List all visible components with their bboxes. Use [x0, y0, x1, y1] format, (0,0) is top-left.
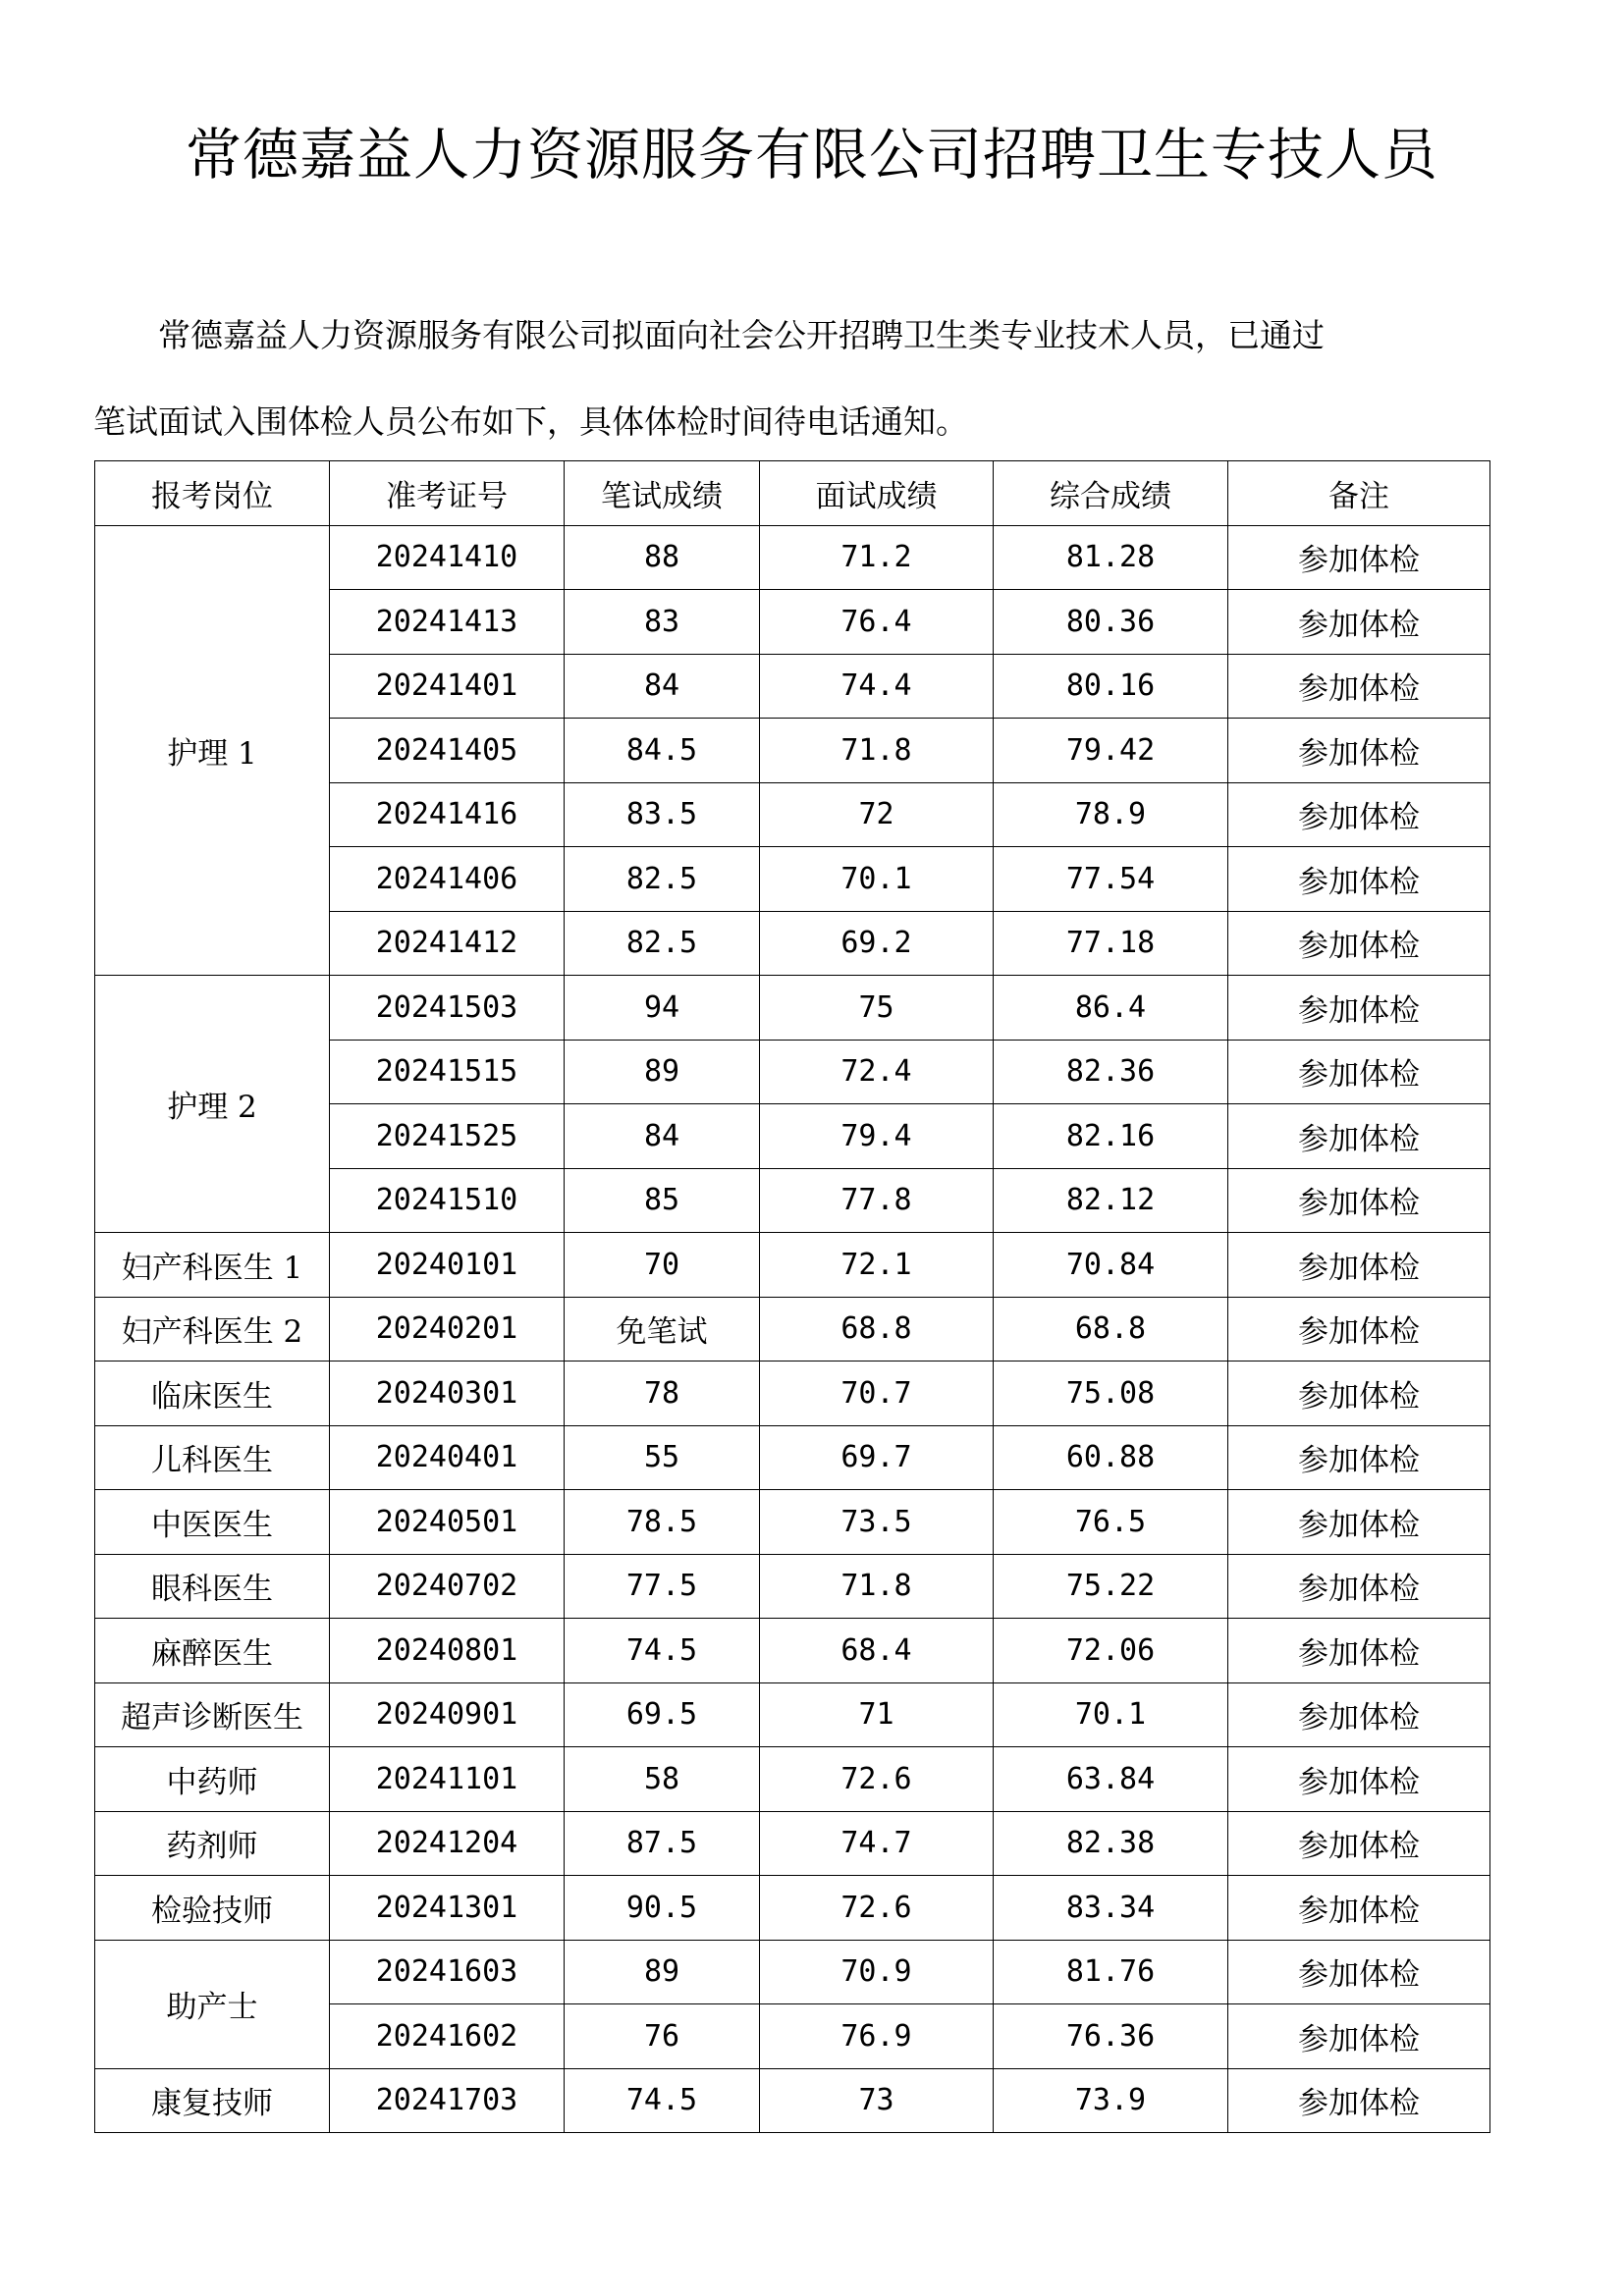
- interview-score-cell: 71.8: [760, 719, 994, 783]
- total-score-cell: 70.84: [994, 1233, 1228, 1298]
- position-cell: 妇产科医生 1: [95, 1233, 330, 1298]
- note-cell: 参加体检: [1228, 1233, 1490, 1298]
- interview-score-cell: 71.2: [760, 525, 994, 590]
- total-score-cell: 82.16: [994, 1104, 1228, 1169]
- written-score-cell: 免笔试: [565, 1297, 760, 1362]
- interview-score-cell: 72.4: [760, 1040, 994, 1104]
- note-cell: 参加体检: [1228, 911, 1490, 976]
- note-cell: 参加体检: [1228, 2004, 1490, 2069]
- written-score-cell: 78.5: [565, 1490, 760, 1555]
- exam-id-cell: 20241416: [330, 782, 565, 847]
- intro-paragraph: [93, 293, 1551, 465]
- written-score-cell: 78: [565, 1362, 760, 1426]
- header-written-score: 笔试成绩: [565, 461, 760, 526]
- total-score-cell: 81.76: [994, 1940, 1228, 2004]
- written-score-cell: 55: [565, 1425, 760, 1490]
- written-score-cell: 89: [565, 1040, 760, 1104]
- total-score-cell: 77.18: [994, 911, 1228, 976]
- total-score-cell: 73.9: [994, 2068, 1228, 2133]
- note-cell: 参加体检: [1228, 1168, 1490, 1233]
- exam-id-cell: 20241510: [330, 1168, 565, 1233]
- written-score-cell: 74.5: [565, 2068, 760, 2133]
- note-cell: 参加体检: [1228, 1490, 1490, 1555]
- position-cell: 麻醉医生: [95, 1619, 330, 1683]
- written-score-cell: 84: [565, 1104, 760, 1169]
- exam-id-cell: 20240702: [330, 1554, 565, 1619]
- interview-score-cell: 72.6: [760, 1876, 994, 1941]
- written-score-cell: 69.5: [565, 1682, 760, 1747]
- exam-id-cell: 20240101: [330, 1233, 565, 1298]
- table-row: [95, 1747, 1490, 1812]
- note-cell: 参加体检: [1228, 590, 1490, 655]
- results-table: [94, 460, 1490, 2133]
- note-cell: 参加体检: [1228, 1554, 1490, 1619]
- note-cell: 参加体检: [1228, 719, 1490, 783]
- exam-id-cell: 20241602: [330, 2004, 565, 2069]
- total-score-cell: 81.28: [994, 525, 1228, 590]
- interview-score-cell: 75: [760, 976, 994, 1041]
- note-cell: 参加体检: [1228, 2068, 1490, 2133]
- position-cell: 儿科医生: [95, 1425, 330, 1490]
- table-row: [95, 1619, 1490, 1683]
- exam-id-cell: 20240801: [330, 1619, 565, 1683]
- exam-id-cell: 20241401: [330, 654, 565, 719]
- table-row: [95, 1876, 1490, 1941]
- interview-score-cell: 72: [760, 782, 994, 847]
- written-score-cell: 76: [565, 2004, 760, 2069]
- exam-id-cell: 20241515: [330, 1040, 565, 1104]
- exam-id-cell: 20241410: [330, 525, 565, 590]
- exam-id-cell: 20240201: [330, 1297, 565, 1362]
- note-cell: 参加体检: [1228, 1811, 1490, 1876]
- written-score-cell: 90.5: [565, 1876, 760, 1941]
- position-cell: 康复技师: [95, 2068, 330, 2133]
- total-score-cell: 86.4: [994, 976, 1228, 1041]
- total-score-cell: 70.1: [994, 1682, 1228, 1747]
- exam-id-cell: 20241405: [330, 719, 565, 783]
- position-cell: 检验技师: [95, 1876, 330, 1941]
- note-cell: 参加体检: [1228, 1876, 1490, 1941]
- table-row: [95, 1940, 1490, 2004]
- note-cell: 参加体检: [1228, 1682, 1490, 1747]
- written-score-cell: 74.5: [565, 1619, 760, 1683]
- note-cell: 参加体检: [1228, 1104, 1490, 1169]
- note-cell: 参加体检: [1228, 976, 1490, 1041]
- table-row: [95, 1297, 1490, 1362]
- exam-id-cell: 20241413: [330, 590, 565, 655]
- position-cell: 眼科医生: [95, 1554, 330, 1619]
- total-score-cell: 77.54: [994, 847, 1228, 912]
- header-note: 备注: [1228, 461, 1490, 526]
- interview-score-cell: 72.1: [760, 1233, 994, 1298]
- interview-score-cell: 76.9: [760, 2004, 994, 2069]
- written-score-cell: 88: [565, 525, 760, 590]
- total-score-cell: 68.8: [994, 1297, 1228, 1362]
- written-score-cell: 77.5: [565, 1554, 760, 1619]
- exam-id-cell: 20241204: [330, 1811, 565, 1876]
- total-score-cell: 76.5: [994, 1490, 1228, 1555]
- table-row: [95, 1554, 1490, 1619]
- exam-id-cell: 20241412: [330, 911, 565, 976]
- interview-score-cell: 79.4: [760, 1104, 994, 1169]
- interview-score-cell: 71: [760, 1682, 994, 1747]
- position-cell: 护理 1: [95, 525, 330, 976]
- exam-id-cell: 20241301: [330, 1876, 565, 1941]
- interview-score-cell: 72.6: [760, 1747, 994, 1812]
- interview-score-cell: 76.4: [760, 590, 994, 655]
- note-cell: 参加体检: [1228, 847, 1490, 912]
- total-score-cell: 82.12: [994, 1168, 1228, 1233]
- document-title: 常德嘉益人力资源服务有限公司招聘卫生专技人员: [186, 123, 1438, 187]
- position-cell: 护理 2: [95, 976, 330, 1233]
- exam-id-cell: 20241503: [330, 976, 565, 1041]
- position-cell: 中医医生: [95, 1490, 330, 1555]
- written-score-cell: 83: [565, 590, 760, 655]
- note-cell: 参加体检: [1228, 654, 1490, 719]
- written-score-cell: 83.5: [565, 782, 760, 847]
- written-score-cell: 94: [565, 976, 760, 1041]
- position-cell: 助产士: [95, 1940, 330, 2068]
- written-score-cell: 84.5: [565, 719, 760, 783]
- intro-line-2: 笔试面试入围体检人员公布如下，具体体检时间待电话通知。: [93, 402, 968, 441]
- table-header-row: [95, 461, 1490, 526]
- note-cell: 参加体检: [1228, 1619, 1490, 1683]
- total-score-cell: 82.38: [994, 1811, 1228, 1876]
- total-score-cell: 78.9: [994, 782, 1228, 847]
- total-score-cell: 72.06: [994, 1619, 1228, 1683]
- position-cell: 妇产科医生 2: [95, 1297, 330, 1362]
- note-cell: 参加体检: [1228, 525, 1490, 590]
- note-cell: 参加体检: [1228, 782, 1490, 847]
- written-score-cell: 84: [565, 654, 760, 719]
- interview-score-cell: 68.4: [760, 1619, 994, 1683]
- interview-score-cell: 77.8: [760, 1168, 994, 1233]
- total-score-cell: 75.08: [994, 1362, 1228, 1426]
- position-cell: 临床医生: [95, 1362, 330, 1426]
- interview-score-cell: 73.5: [760, 1490, 994, 1555]
- interview-score-cell: 74.4: [760, 654, 994, 719]
- total-score-cell: 82.36: [994, 1040, 1228, 1104]
- total-score-cell: 83.34: [994, 1876, 1228, 1941]
- table-row: [95, 976, 1490, 1041]
- interview-score-cell: 69.2: [760, 911, 994, 976]
- table-row: [95, 525, 1490, 590]
- table-row: [95, 1233, 1490, 1298]
- table-row: [95, 1490, 1490, 1555]
- note-cell: 参加体检: [1228, 1940, 1490, 2004]
- position-cell: 中药师: [95, 1747, 330, 1812]
- exam-id-cell: 20240501: [330, 1490, 565, 1555]
- intro-line-1: 常德嘉益人力资源服务有限公司拟面向社会公开招聘卫生类专业技术人员，已通过: [158, 316, 1325, 354]
- exam-id-cell: 20240401: [330, 1425, 565, 1490]
- written-score-cell: 70: [565, 1233, 760, 1298]
- written-score-cell: 89: [565, 1940, 760, 2004]
- written-score-cell: 85: [565, 1168, 760, 1233]
- total-score-cell: 60.88: [994, 1425, 1228, 1490]
- exam-id-cell: 20241101: [330, 1747, 565, 1812]
- interview-score-cell: 68.8: [760, 1297, 994, 1362]
- interview-score-cell: 70.7: [760, 1362, 994, 1426]
- exam-id-cell: 20241603: [330, 1940, 565, 2004]
- table-row: [95, 1811, 1490, 1876]
- exam-id-cell: 20240901: [330, 1682, 565, 1747]
- exam-id-cell: 20241703: [330, 2068, 565, 2133]
- header-interview-score: 面试成绩: [760, 461, 994, 526]
- interview-score-cell: 70.1: [760, 847, 994, 912]
- table-row: [95, 2068, 1490, 2133]
- position-cell: 药剂师: [95, 1811, 330, 1876]
- exam-id-cell: 20241406: [330, 847, 565, 912]
- interview-score-cell: 71.8: [760, 1554, 994, 1619]
- total-score-cell: 75.22: [994, 1554, 1228, 1619]
- total-score-cell: 63.84: [994, 1747, 1228, 1812]
- total-score-cell: 80.16: [994, 654, 1228, 719]
- table-row: [95, 1425, 1490, 1490]
- note-cell: 参加体检: [1228, 1425, 1490, 1490]
- written-score-cell: 82.5: [565, 911, 760, 976]
- table-row: [95, 1362, 1490, 1426]
- note-cell: 参加体检: [1228, 1362, 1490, 1426]
- interview-score-cell: 69.7: [760, 1425, 994, 1490]
- total-score-cell: 80.36: [994, 590, 1228, 655]
- total-score-cell: 76.36: [994, 2004, 1228, 2069]
- total-score-cell: 79.42: [994, 719, 1228, 783]
- header-exam-id: 准考证号: [330, 461, 565, 526]
- interview-score-cell: 70.9: [760, 1940, 994, 2004]
- written-score-cell: 82.5: [565, 847, 760, 912]
- position-cell: 超声诊断医生: [95, 1682, 330, 1747]
- written-score-cell: 87.5: [565, 1811, 760, 1876]
- interview-score-cell: 74.7: [760, 1811, 994, 1876]
- table-row: [95, 1682, 1490, 1747]
- table-body: [95, 525, 1490, 2133]
- header-position: 报考岗位: [95, 461, 330, 526]
- header-total-score: 综合成绩: [994, 461, 1228, 526]
- note-cell: 参加体检: [1228, 1297, 1490, 1362]
- note-cell: 参加体检: [1228, 1040, 1490, 1104]
- note-cell: 参加体检: [1228, 1747, 1490, 1812]
- exam-id-cell: 20241525: [330, 1104, 565, 1169]
- written-score-cell: 58: [565, 1747, 760, 1812]
- interview-score-cell: 73: [760, 2068, 994, 2133]
- exam-id-cell: 20240301: [330, 1362, 565, 1426]
